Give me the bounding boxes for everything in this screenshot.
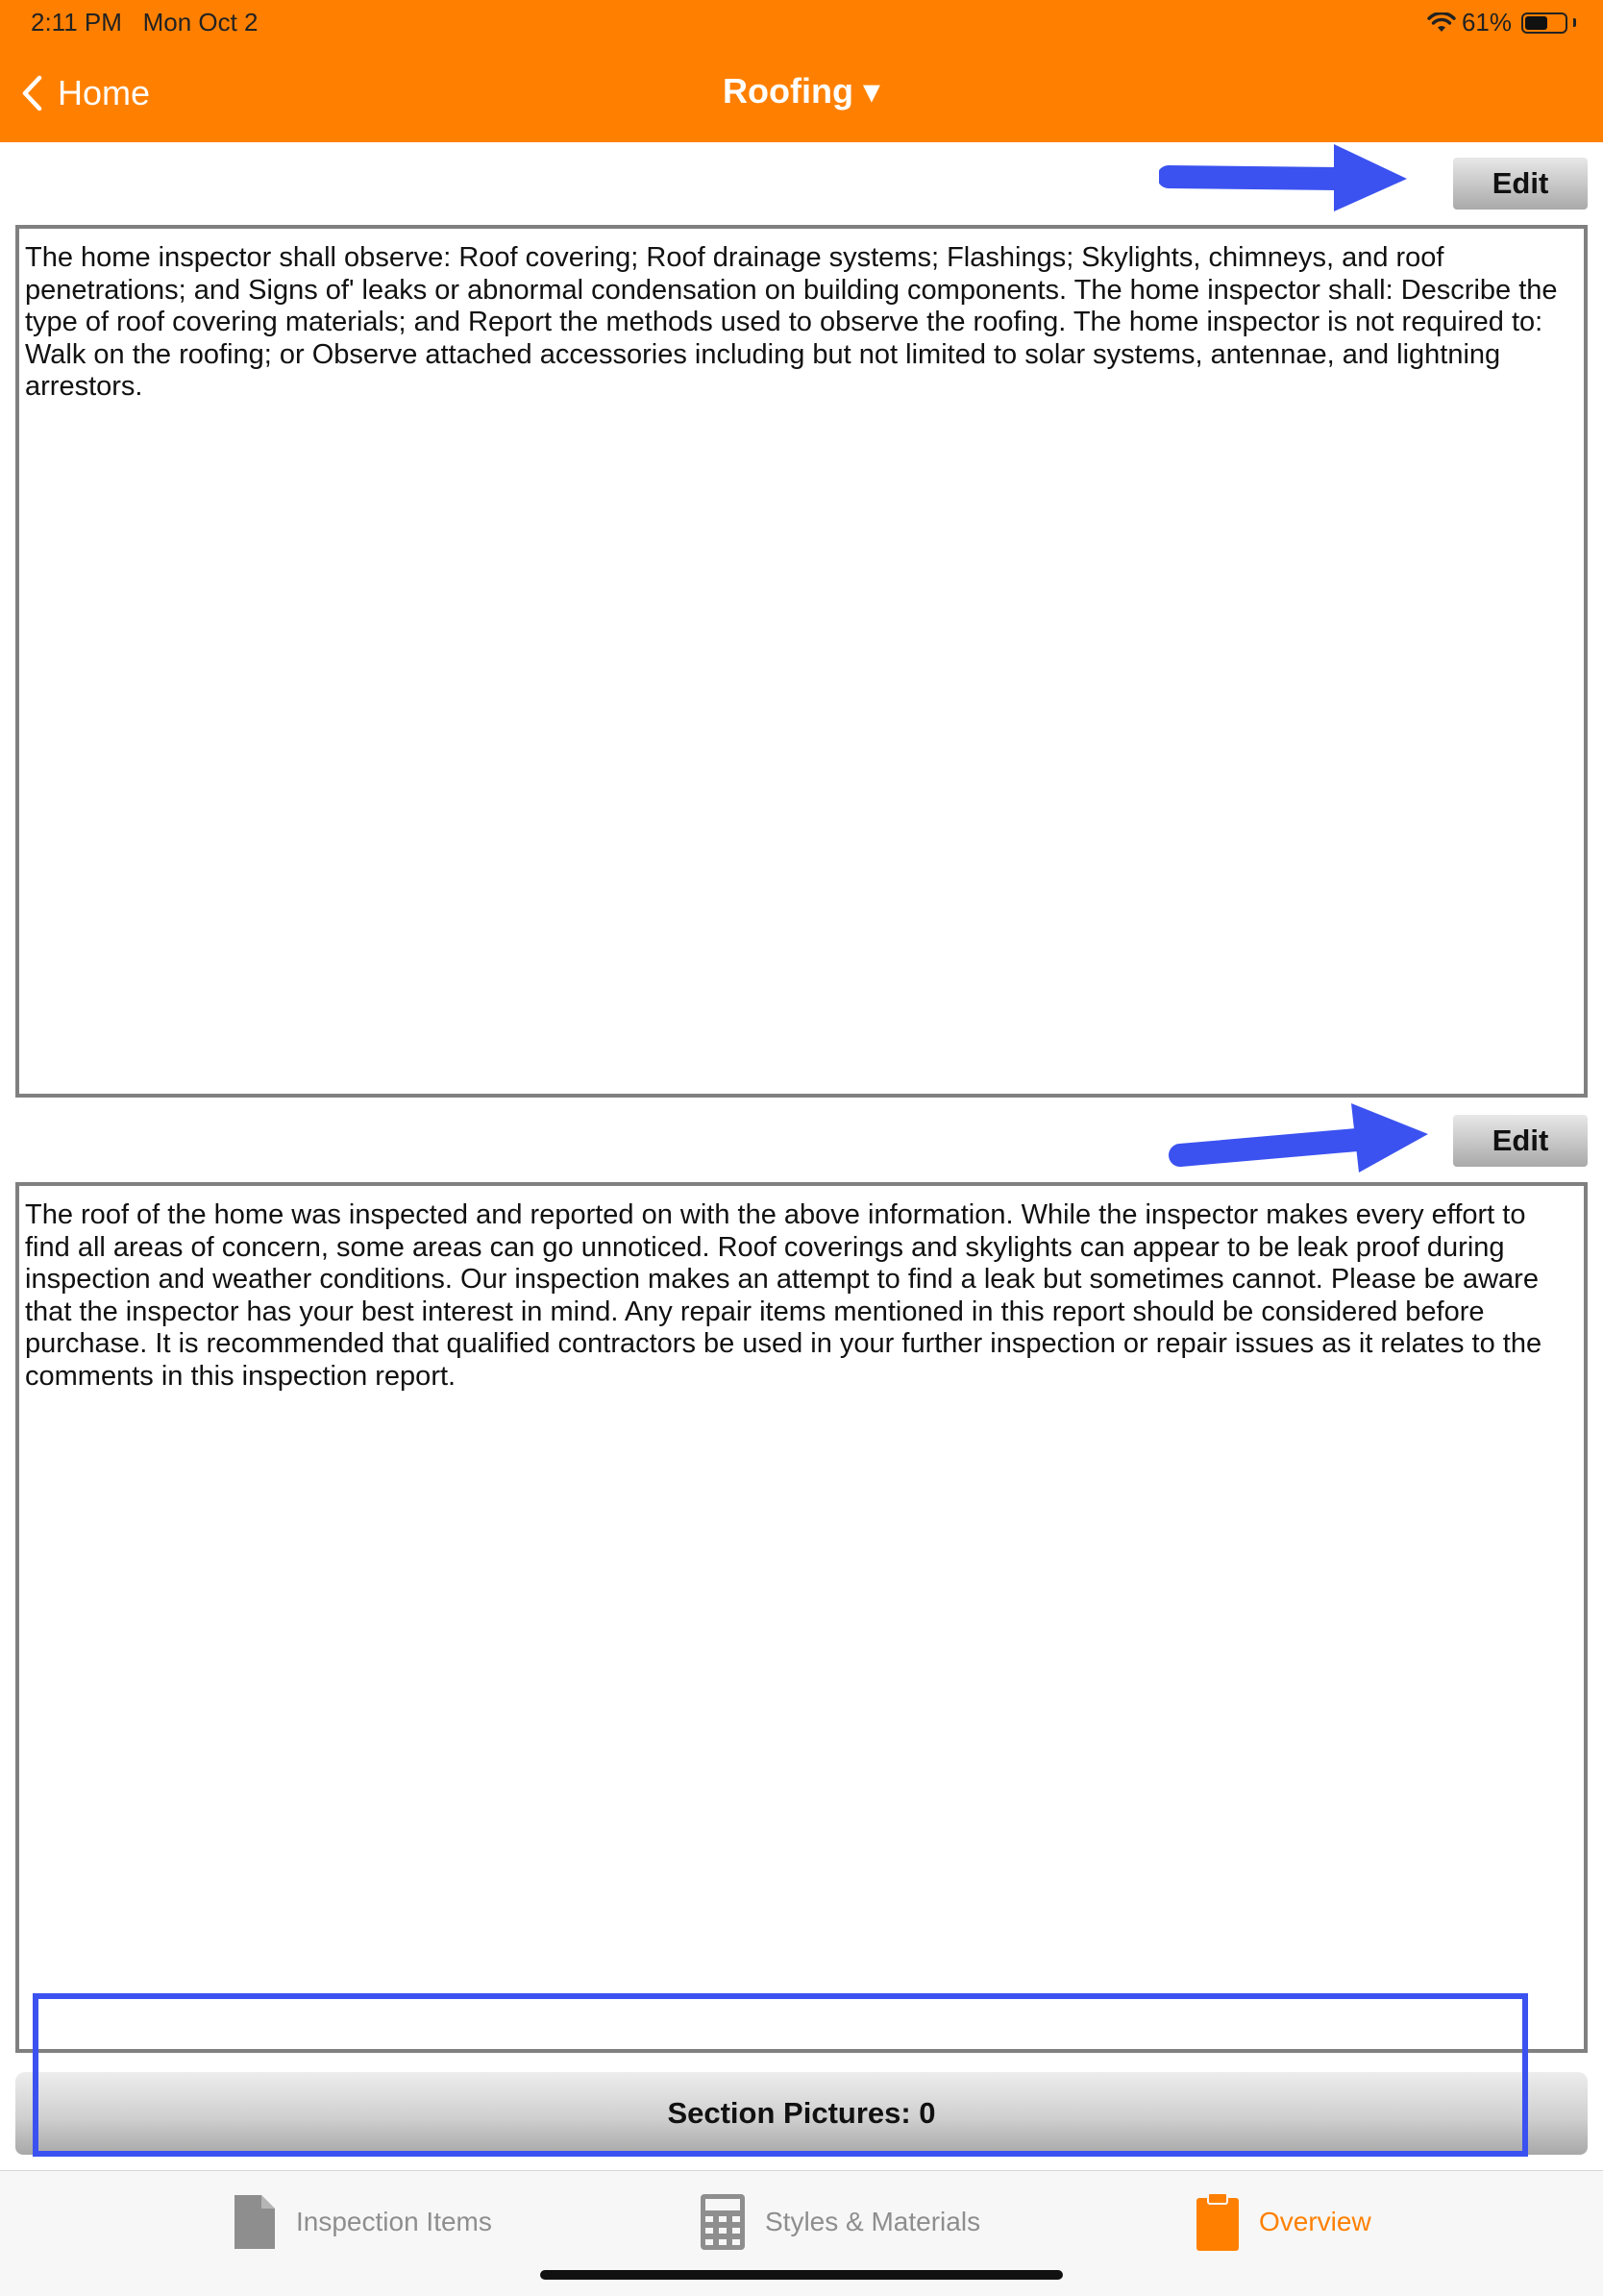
tab-label: Inspection Items — [296, 2207, 492, 2236]
tab-overview[interactable] — [1196, 2190, 1371, 2254]
battery-level — [1525, 16, 1547, 30]
section-title-dropdown[interactable]: Roofing ▾ — [722, 71, 881, 111]
tab-inspection-items[interactable] — [233, 2190, 492, 2254]
battery-nub — [1573, 18, 1576, 27]
document-icon — [233, 2193, 277, 2251]
status-bar-time — [31, 8, 259, 37]
edit-button-2[interactable]: Edit — [1453, 1115, 1588, 1167]
section-text-1[interactable]: The home inspector shall observe: Roof covering; Roof drainage systems; Flashings; Skylights, chimneys, and roof penetrations; and Signs of' leaks or abnormal condensation on building components. The home inspector shall: Describe the type of roof covering materials; and Report the methods used to observe the roofing. The home inspector is not required to: Walk on the roofing; or Observe attached accessories including but not limited to solar systems, antennae, and lightning arrestors. — [15, 225, 1588, 1098]
annotation-arrow-2 — [1169, 1099, 1434, 1174]
calculator-icon — [700, 2193, 746, 2251]
tab-label: Styles & Materials — [765, 2207, 981, 2236]
annotation-arrow-1 — [1159, 140, 1413, 213]
status-time: 2:11 PM — [31, 8, 122, 37]
clipboard-icon — [1196, 2192, 1240, 2252]
section-text-2[interactable]: The roof of the home was inspected and reported on with the above information. While the inspector makes every effort to find all areas of concern, some areas can go unnoticed. Roof coverings and skylights can appear to be leak proof during inspection and weather conditions. Our inspection makes an attempt to find a leak but sometimes cannot. Please be aware that the inspector has your best interest in mind. Any repair items mentioned in this report should be considered before purchase. It is recommended that qualified contractors be used in your further inspection or repair issues as it relates to the comments in this inspection report. — [15, 1182, 1588, 2053]
battery-icon — [1521, 12, 1567, 34]
status-date: Mon Oct 2 — [142, 8, 259, 37]
back-label: Home — [58, 73, 151, 112]
home-indicator[interactable] — [540, 2270, 1063, 2280]
annotation-highlight-box — [33, 1993, 1528, 2157]
battery-percent: 61% — [1461, 8, 1512, 37]
edit-button-1[interactable]: Edit — [1453, 158, 1588, 210]
status-bar-right — [1427, 8, 1576, 37]
tab-label: Overview — [1259, 2207, 1371, 2236]
wifi-icon — [1427, 12, 1456, 34]
section-pictures-button[interactable]: Section Pictures: 0 — [15, 2072, 1588, 2155]
nav-header — [0, 0, 1603, 142]
tab-styles-materials[interactable] — [700, 2190, 980, 2254]
